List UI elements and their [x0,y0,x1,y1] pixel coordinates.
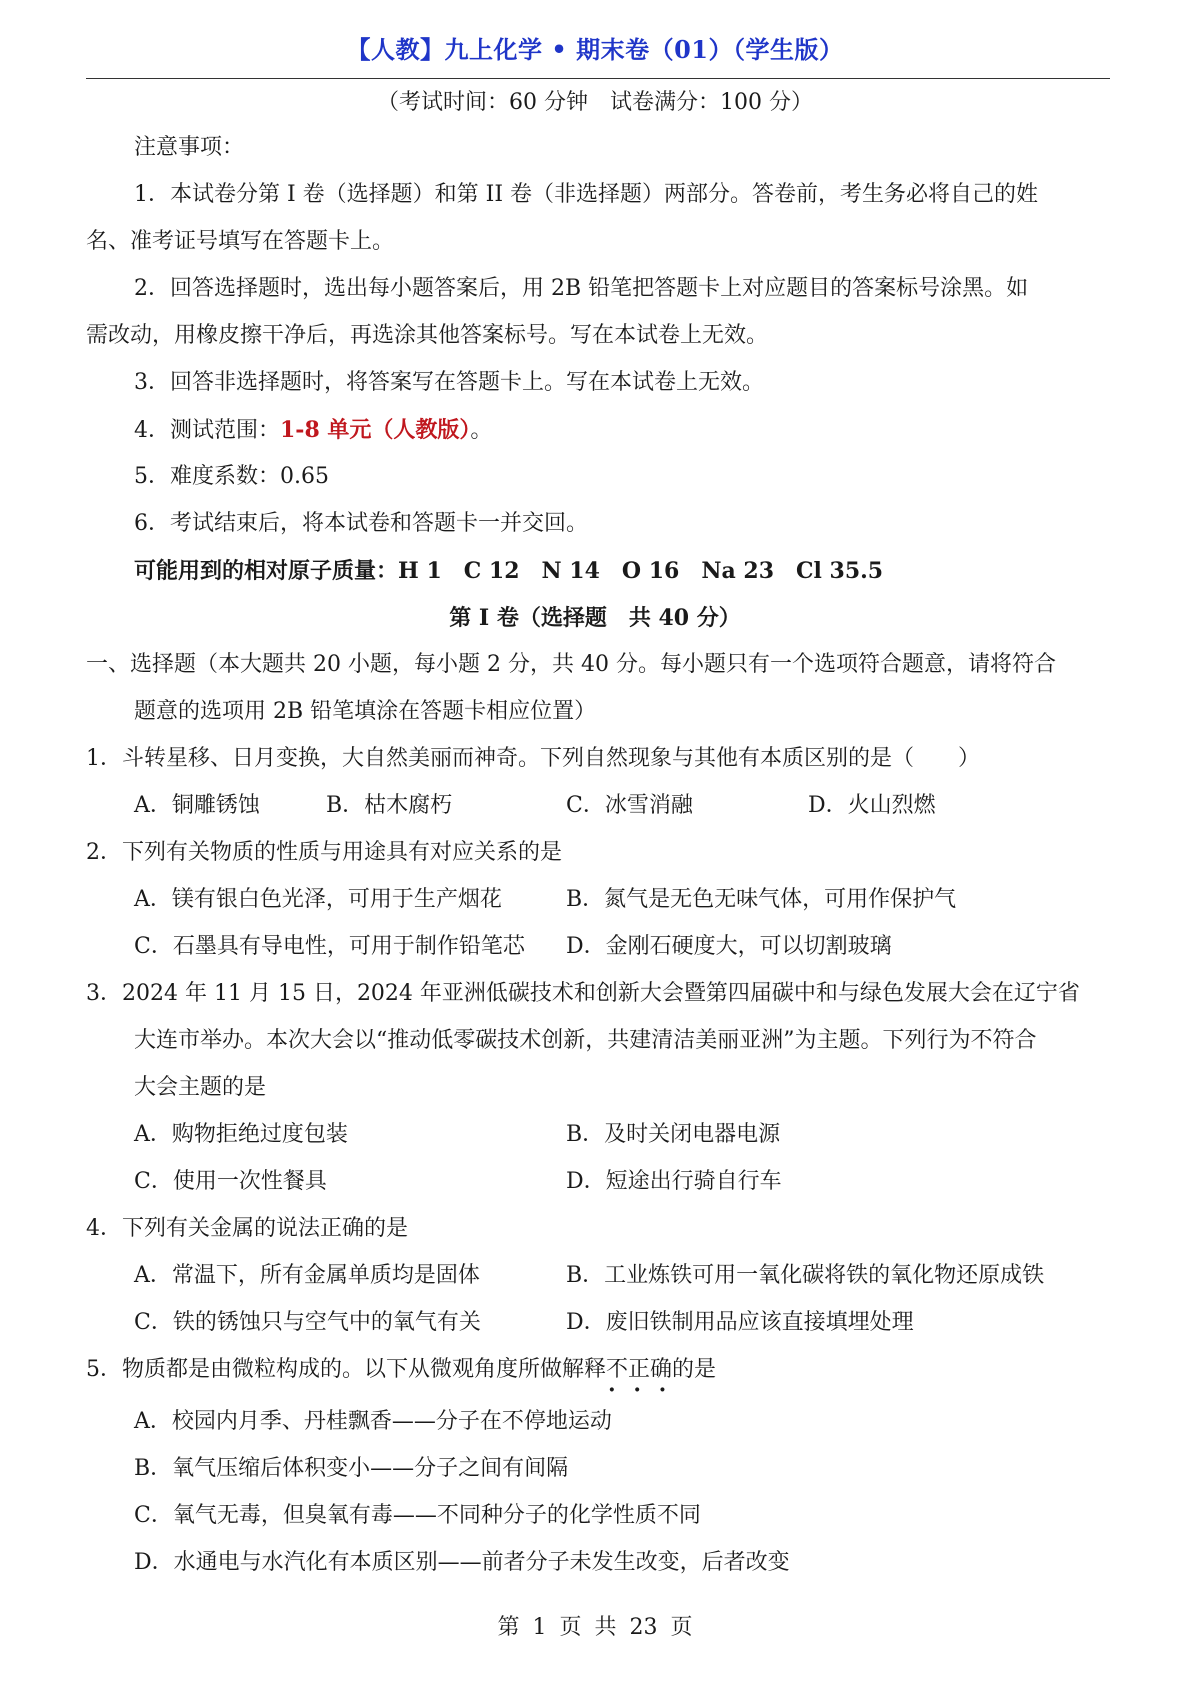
section-title: 第 I 卷（选择题 共 40 分） [449,605,741,631]
question-3-option-b: B．及时关闭电器电源 [566,1122,781,1147]
note-item: 2．回答选择题时，选出每小题答案后，用 2B 铅笔把答题卡上对应题目的答案标号涂黑。如 [134,276,1029,301]
question-2-stem: 2．下列有关物质的性质与用途具有对应关系的是 [86,840,562,865]
question-2-option-a: A．镁有银白色光泽，可用于生产烟花 [134,887,502,912]
question-3-option-d: D．短途出行骑自行车 [566,1169,782,1194]
question-3-stem: 大连市举办。本次大会以“推动低零碳技术创新，共建清洁美丽亚洲”为主题。下列行为不符合 [134,1028,1037,1053]
question-4-option-a: A．常温下，所有金属单质均是固体 [134,1263,480,1288]
part-intro: 题意的选项用 2B 铅笔填涂在答题卡相应位置） [134,699,597,724]
question-1-option-c: C．冰雪消融 [566,793,693,818]
question-2-option-b: B．氮气是无色无味气体，可用作保护气 [566,887,957,912]
question-5-stem-prefix: 5．物质都是由微粒构成的。以下从微观角度所做解释 [86,1357,606,1382]
question-5-option-c: C．氧气无毒，但臭氧有毒——不同种分子的化学性质不同 [134,1503,701,1528]
note-item: 6．考试结束后，将本试卷和答题卡一并交回。 [134,511,588,536]
note-item: 1．本试卷分第 I 卷（选择题）和第 II 卷（非选择题）两部分。答卷前，考生务必将自己的姓 [134,182,1039,207]
note-scope-suffix: 。 [470,418,493,443]
question-2-option-c: C．石墨具有导电性，可用于制作铅笔芯 [134,934,525,959]
question-5-stem-suffix: 的是 [672,1357,717,1382]
part-intro: 一、选择题（本大题共 20 小题，每小题 2 分，共 40 分。每小题只有一个选项符合题意，请将符合 [86,652,1056,677]
question-4-option-c: C．铁的锈蚀只与空气中的氧气有关 [134,1310,481,1335]
atomic-masses: 可能用到的相对原子质量：H 1 C 12 N 14 O 16 Na 23 Cl 35.5 [134,558,884,584]
note-item: 需改动，用橡皮擦干净后，再选涂其他答案标号。写在本试卷上无效。 [86,323,769,348]
question-4-option-d: D．废旧铁制用品应该直接填埋处理 [566,1310,914,1335]
question-3-option-a: A．购物拒绝过度包装 [134,1122,348,1147]
question-1-option-b: B．枯木腐朽 [326,793,453,818]
exam-info: （考试时间：60 分钟 试卷满分：100 分） [377,90,813,115]
question-5-option-d: D．水通电与水汽化有本质区别——前者分子未发生改变，后者改变 [134,1550,790,1575]
question-4-option-b: B．工业炼铁可用一氧化碳将铁的氧化物还原成铁 [566,1263,1045,1288]
question-1-option-a: A．铜雕锈蚀 [134,793,260,818]
question-5-option-a: A．校园内月季、丹桂飘香——分子在不停地运动 [134,1409,612,1434]
note-item: 名、准考证号填写在答题卡上。 [86,229,395,254]
question-1-option-d: D．火山烈燃 [808,793,936,818]
question-3-stem: 3．2024 年 11 月 15 日，2024 年亚洲低碳技术和创新大会暨第四届碳中和与绿色发展大会在辽宁省 [86,981,1080,1006]
note-scope-highlight: 1-8 单元（人教版） [280,417,471,443]
question-5-option-b: B．氧气压缩后体积变小——分子之间有间隔 [134,1456,569,1481]
header-title: 【人教】九上化学 • 期末卷（01）（学生版） [346,35,844,64]
note-item-scope [134,415,492,446]
note-item: 3．回答非选择题时，将答案写在答题卡上。写在本试卷上无效。 [134,370,764,395]
note-item: 5．难度系数：0.65 [134,464,329,489]
question-3-option-c: C．使用一次性餐具 [134,1169,327,1194]
note-scope-prefix: 4．测试范围： [134,418,280,443]
question-5-stem [86,1355,716,1385]
question-3-stem: 大会主题的是 [134,1075,267,1100]
question-1-stem: 1．斗转星移、日月变换，大自然美丽而神奇。下列自然现象与其他有本质区别的是（ ） [86,746,981,771]
question-5-stem-emphasis: 不正确 · · · [606,1357,672,1382]
question-4-stem: 4．下列有关金属的说法正确的是 [86,1216,408,1241]
header-divider [86,78,1110,79]
notes-heading: 注意事项： [134,135,245,160]
page-footer: 第 1 页 共 23 页 [497,1615,693,1640]
question-2-option-d: D．金刚石硬度大，可以切割玻璃 [566,934,892,959]
